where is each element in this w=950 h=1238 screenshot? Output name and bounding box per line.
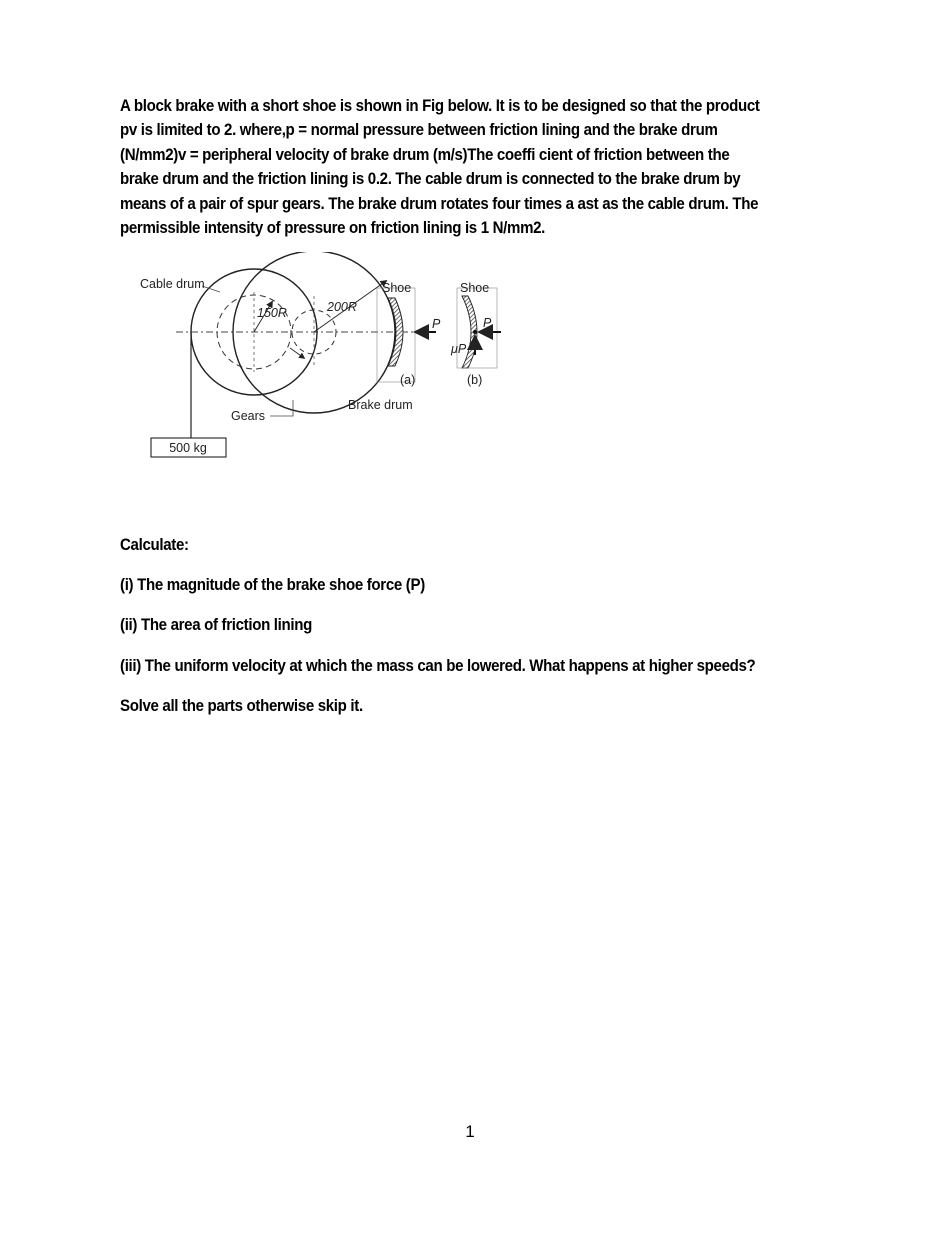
page-number: 1: [465, 1122, 475, 1141]
question-1: (i) The magnitude of the brake shoe force (P): [120, 576, 425, 594]
shoe-label-b: Shoe: [460, 281, 490, 295]
friction-force-label: μP: [451, 342, 467, 356]
brake-drum-label: Brake drum: [348, 398, 413, 412]
gear-pitch-arrow: [290, 348, 304, 358]
question-2: (ii) The area of friction lining: [120, 616, 313, 634]
radius-200-label: 200R: [327, 300, 357, 314]
calculate-heading: Calculate:: [120, 536, 189, 554]
part-b-label: (b): [467, 373, 483, 387]
gears-label: Gears: [231, 409, 266, 423]
instruction: Solve all the parts otherwise skip it.: [120, 697, 363, 715]
question-3: (iii) The uniform velocity at which the mass can be lowered. What happens at higher speeds?: [120, 657, 756, 675]
part-a-label: (a): [400, 373, 416, 387]
force-p-label-b: P: [483, 316, 492, 330]
radius-150-label: 150R: [257, 306, 287, 320]
problem-statement: A block brake with a short shoe is shown in Fig below. It is to be designed so that the product pv is limited to 2. where,p = normal pressure between friction lining and the brake drum (N/mm2)v = peripheral velocity of brake drum (m/s)The coeffi cient of friction between the brake drum and the friction lining is 0.2. The cable drum is connected to the brake drum by means of a pair of spur gears. The brake drum rotates four times a ast as the cable drum. The permissible intensity of pressure on friction lining is 1 N/mm2.: [120, 97, 760, 238]
contact-point: [473, 330, 477, 334]
mass-label: 500 kg: [169, 441, 207, 455]
brake-diagram: [128, 252, 640, 474]
cable-drum-label: Cable drum: [140, 277, 205, 291]
shoe-label-a: Shoe: [382, 281, 412, 295]
brake-figure: [128, 252, 640, 474]
force-p-label-a: P: [432, 317, 441, 331]
